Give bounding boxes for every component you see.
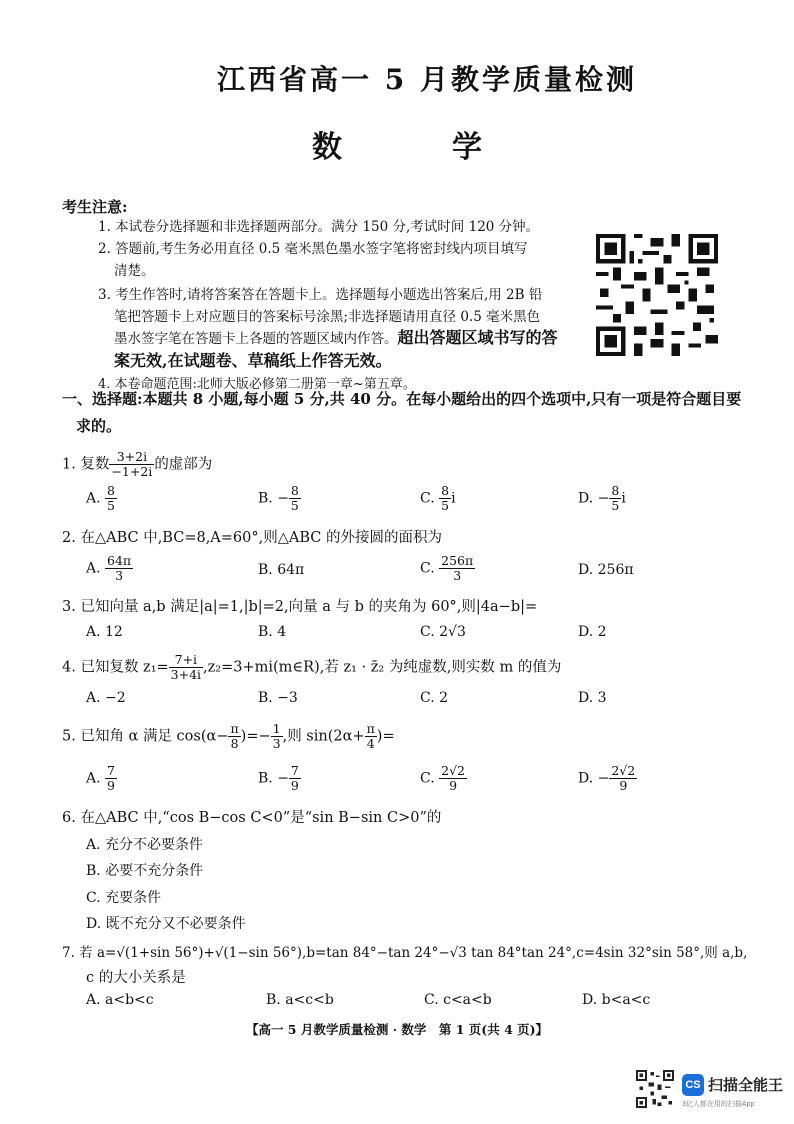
option-label: B. − xyxy=(258,490,289,507)
q1-numerator: 3+2i xyxy=(109,450,154,465)
option-fraction xyxy=(105,484,117,513)
denominator: 5 xyxy=(107,498,115,513)
notice-heading: 考生注意: xyxy=(62,198,128,216)
numerator: 8 xyxy=(107,483,115,498)
q5-text: 5. 已知角 α 满足 cos(α− xyxy=(62,728,229,745)
denominator: 3 xyxy=(272,736,281,751)
notice-item-emphasis: 超出答题区域书写的答 xyxy=(397,328,558,347)
subject-title: 数 学 xyxy=(312,130,522,165)
q4-option-d: D. 3 xyxy=(578,690,607,706)
q5-text: ,则 sin(2α+ xyxy=(282,728,365,745)
question-3: 3. 已知向量 a,b 满足|a|=1,|b|=2,向量 a 与 b 的夹角为 60°,则|4a−b|= xyxy=(62,599,538,615)
option-fraction xyxy=(289,484,301,513)
q4-denominator: 3+4i xyxy=(170,667,202,682)
q7-option-a: A. a<b<c xyxy=(86,992,154,1008)
option-fraction xyxy=(289,764,301,793)
question-7-line1: 7. 若 a=√(1+sin 56°)+√(1−sin 56°),b=tan 84°−tan 24°−√3 tan 84°tan 24°,c=4sin 32°sin 58°,则 a,b, xyxy=(62,945,748,961)
q6-option-d: D. 既不充分又不必要条件 xyxy=(86,916,246,932)
denominator: 5 xyxy=(290,498,299,513)
q1-option-c xyxy=(420,484,456,513)
watermark-qr-image xyxy=(636,1070,674,1108)
question-2: 2. 在△ABC 中,BC=8,A=60°,则△ABC 的外接圆的面积为 xyxy=(62,530,442,546)
q4-option-b: B. −3 xyxy=(258,690,298,706)
numerator: 8 xyxy=(290,483,299,498)
notice-item-wrapper xyxy=(114,308,558,350)
q3-option-a: A. 12 xyxy=(86,624,123,640)
q7-option-b: B. a<c<b xyxy=(266,992,334,1008)
question-6: 6. 在△ABC 中,“cos B−cos C<0”是“sin B−sin C>0”的 xyxy=(62,810,442,826)
q2-option-b: B. 64π xyxy=(258,562,305,578)
question-4 xyxy=(62,653,561,682)
question-5 xyxy=(62,722,395,751)
numerator: 64π xyxy=(107,553,132,568)
option-fraction xyxy=(105,764,117,793)
option-suffix: i xyxy=(451,490,456,507)
q4-suffix: ,z₂=3+mi(m∈R),若 z₁ · z̄₂ 为纯虚数,则实数 m 的值为 xyxy=(203,659,562,676)
numerator: 2√2 xyxy=(441,763,465,778)
denominator: 4 xyxy=(366,736,375,751)
denominator: 9 xyxy=(290,778,299,793)
denominator: 3 xyxy=(453,568,462,583)
option-label: D. − xyxy=(578,490,610,507)
notice-item: 4. 本卷命题范围:北师大版必修第二册第一章~第五章。 xyxy=(98,377,416,392)
notice-item: 1. 本试卷分选择题和非选择题两部分。满分 150 分,考试时间 120 分钟。 xyxy=(98,219,540,235)
q2-option-a xyxy=(86,554,133,583)
option-fraction xyxy=(439,554,475,583)
option-label: C. xyxy=(420,770,435,787)
q4-numerator: 7+i xyxy=(169,653,203,668)
denominator: 5 xyxy=(441,498,450,513)
q6-option-a: A. 充分不必要条件 xyxy=(86,837,204,853)
q5-fraction xyxy=(271,722,283,751)
option-label: D. − xyxy=(578,770,610,787)
q1-suffix: 的虚部为 xyxy=(154,456,213,473)
q1-option-a xyxy=(86,484,117,513)
q1-fraction xyxy=(109,450,154,479)
q4-option-a: A. −2 xyxy=(86,690,126,706)
camscanner-brand-name: 扫描全能王 xyxy=(708,1077,784,1094)
option-suffix: i xyxy=(621,490,626,507)
q4-fraction xyxy=(169,653,203,682)
section-line: 求的。 xyxy=(76,417,122,435)
option-fraction xyxy=(439,764,467,793)
q5-option-d xyxy=(578,764,637,793)
option-label: C. xyxy=(420,560,435,577)
q5-option-b xyxy=(258,764,301,793)
numerator: 8 xyxy=(611,483,620,498)
question-1 xyxy=(62,450,212,479)
option-fraction xyxy=(105,554,133,583)
q2-option-c xyxy=(420,554,475,583)
notice-item: 墨水签字笔在答题卡上各题的答题区域内作答。 xyxy=(114,331,398,347)
q5-text: )=− xyxy=(240,728,271,745)
numerator: 8 xyxy=(441,483,450,498)
section-heading xyxy=(62,386,742,440)
q1-option-d xyxy=(578,484,626,513)
question-7-line2: c 的大小关系是 xyxy=(86,970,186,986)
q5-option-c xyxy=(420,764,467,793)
denominator: 9 xyxy=(449,778,458,793)
denominator: 9 xyxy=(619,778,628,793)
q7-option-d: D. b<a<c xyxy=(582,992,651,1008)
notice-item: 3. 考生作答时,请将答案答在答题卡上。选择题每小题选出答案后,用 2B 铅 xyxy=(98,287,543,303)
denominator: 8 xyxy=(230,736,239,751)
q1-prefix: 1. 复数 xyxy=(62,456,110,473)
q2-option-d: D. 256π xyxy=(578,562,634,578)
numerator: 7 xyxy=(107,763,115,778)
q5-option-a xyxy=(86,764,117,793)
page-footer: 【高一 5 月教学质量检测 · 数学 第 1 页(共 4 页)】 xyxy=(245,1022,549,1037)
numerator: 7 xyxy=(290,763,299,778)
camscanner-tagline: 3亿人都在用的扫描App xyxy=(682,1101,755,1108)
notice-item: 清楚。 xyxy=(114,263,155,279)
camscanner-logo-icon: CS xyxy=(682,1074,704,1096)
option-fraction xyxy=(609,484,621,513)
notice-item: 笔把答题卡上对应题目的答案标号涂黑;非选择题请用直径 0.5 毫米黑色 xyxy=(114,309,541,325)
option-fraction xyxy=(609,764,637,793)
page-title: 江西省高一 5 月教学质量检测 xyxy=(217,63,637,96)
option-label: A. xyxy=(86,490,101,507)
numerator: π xyxy=(366,721,375,736)
q4-option-c: C. 2 xyxy=(420,690,449,706)
numerator: 256π xyxy=(441,553,474,568)
q3-option-c: C. 2√3 xyxy=(420,624,466,640)
q5-fraction xyxy=(365,722,377,751)
numerator: 1 xyxy=(272,721,281,736)
q7-option-c: C. c<a<b xyxy=(424,992,492,1008)
q1-option-b xyxy=(258,484,301,513)
section-line: 一、选择题:本题共 8 小题,每小题 5 分,共 40 分。在每小题给出的四个选项中,只有一项是符合题目要 xyxy=(62,390,742,408)
option-label: A. xyxy=(86,770,101,787)
q3-option-b: B. 4 xyxy=(258,624,287,640)
q6-option-c: C. 充要条件 xyxy=(86,890,162,906)
qr-code-image xyxy=(596,234,718,356)
denominator: 5 xyxy=(611,498,620,513)
numerator: 2√2 xyxy=(611,763,636,778)
denominator: 9 xyxy=(107,778,115,793)
denominator: 3 xyxy=(115,568,124,583)
option-label: B. − xyxy=(258,770,289,787)
numerator: π xyxy=(230,721,239,736)
option-label: A. xyxy=(86,560,101,577)
q4-prefix: 4. 已知复数 z₁= xyxy=(62,659,169,676)
notice-item: 2. 答题前,考生务必用直径 0.5 毫米黑色墨水签字笔将密封线内项目填写 xyxy=(98,241,528,257)
q6-option-b: B. 必要不充分条件 xyxy=(86,863,204,879)
q3-option-d: D. 2 xyxy=(578,624,607,640)
q5-text: )= xyxy=(376,728,395,745)
option-label: C. xyxy=(420,490,435,507)
option-fraction xyxy=(439,484,451,513)
notice-item-emphasis: 案无效,在试题卷、草稿纸上作答无效。 xyxy=(114,351,392,370)
q1-denominator: −1+2i xyxy=(111,464,153,479)
q5-fraction xyxy=(228,722,240,751)
